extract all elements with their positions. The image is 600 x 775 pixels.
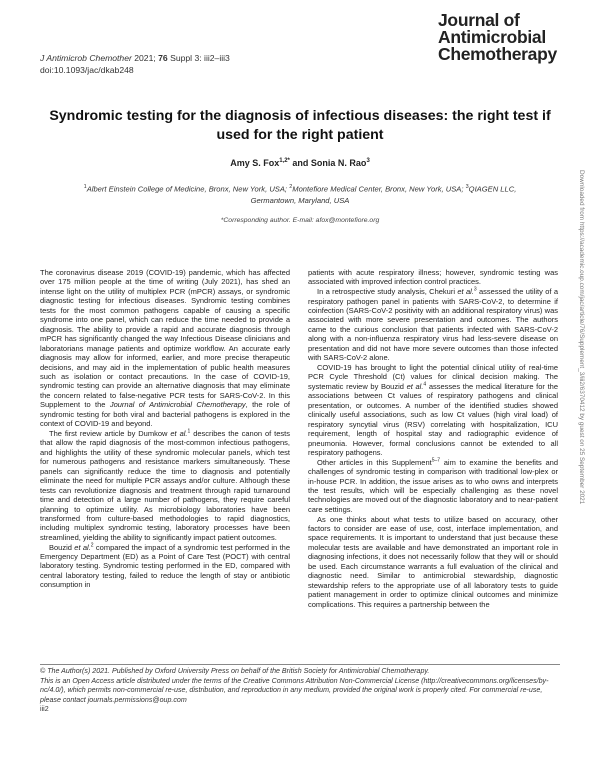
reference-sup[interactable]: 3 xyxy=(473,286,477,293)
et-al: et al. xyxy=(71,542,91,552)
paragraph-text: As one thinks about what tests to utilize based on accuracy, other factors to consider are ease of use, cost, interface implementation, and space requirements. It is important to understand that just because these molecular tests are available and have demonstrated an important role in diagnosing infections, it does not necessarily follow that they will or should be used. Each circumstance warrants a full evaluation of the clinical and diagnostic need. Similar to antimicrobial stewardship, diagnostic stewardship refers to the appropriate use of all laboratory tests to guide patient management in order to optimize clinical outcomes and minimize complications. This requires a partnership between the xyxy=(308,514,558,609)
citation-block xyxy=(40,52,230,76)
paragraph xyxy=(308,458,558,515)
paragraph-text: In a retrospective study analysis, Chekuri xyxy=(317,287,456,297)
reference-sup[interactable]: 4 xyxy=(423,381,427,388)
paragraph-text: The coronavirus disease 2019 (COVID-19) pandemic, which has affected over 175 million people at the time of writing (July 2021), has shed an intense light on the utility of multiplex PCR (mPCR) assays, or syndromic diagnostic testing for infectious diseases. Syndromic testing combines tests for the most common pathogens capable of causing a specific syndrome into one panel, which can reduce the time needed to provide a diagnosis. The ability to provide a rapid and accurate diagnosis through mPCR has significantly changed the way Infectious Disease clinicians and laboratorians manage patients and optimize workflow. An accurate early diagnosis may allow for informed, earlier, and more precise therapeutic decisions, and may aid in the implementation of public health measures such as isolation or contact precautions. In the case of COVID-19, syndromic testing can provide an alternative diagnosis that may eliminate the concern related to false-negative PCR tests for SARS-CoV-2. In this Supplement to the xyxy=(40,268,290,410)
paragraph xyxy=(40,429,290,542)
affiliation: Montefiore Medical Center, Bronx, New York, USA; xyxy=(292,184,464,194)
paragraph xyxy=(40,268,290,429)
journal-abbrev: J Antimicrob Chemother xyxy=(40,53,132,63)
journal-name: Journal of Antimicrobial Chemotherapy xyxy=(109,400,246,410)
author-line xyxy=(40,158,560,168)
paragraph-text: assesses the medical literature for the associations between Ct values of respiratory pathogens and clinical presentation, or outcomes. A number of the identified studies showed clinically useful associations, such as low Ct values (high viral load) of respiratory syncytial virus (RSV) correlating with hospitalization, ICU requirement, length of hospital stay and radiographic evidence of pneumonia. However, formal conclusions cannot be extended to all respiratory pathogens. xyxy=(308,381,558,457)
license-text: This is an Open Access article distributed under the terms of the Creative Commons Attribution Non-Commercial License (http://creativecommons.org/licenses/by-nc/4.0/), which permits non-commercial re-use, distribution, and reproduction in any medium, provided the original work is properly cited. For commercial re-use, please contact journals.permissions@oup.com xyxy=(40,676,549,704)
paragraph xyxy=(308,287,558,363)
et-al: et al. xyxy=(167,428,188,438)
paragraph xyxy=(308,363,558,458)
affil-sup: 3 xyxy=(465,184,469,190)
paragraph-text: Other articles in this Supplement xyxy=(317,457,432,467)
reference-sup[interactable]: 5–7 xyxy=(431,457,441,464)
corresponding-author: *Corresponding author. E-mail: afox@montefiore.org xyxy=(220,217,380,224)
affil-sup: 1 xyxy=(83,184,87,190)
paragraph-text: describes the canon of tests that allow the rapid diagnosis of the most-common infectious pathogens, and highlights the utility of these syndromic molecular panels, which test for numerous pathogens and resistance markers simultaneously. These panels can significantly reduce the time to diagnosis and potentially eliminate the need for multiple PCR assays and/or culture. Although these tests can revolutionize diagnosis and treatment through rapid turnaround time and detection of a large number of pathogens, they require careful planning to optimize utility. As microbiology laboratories have been transformed from culture-based methodologies to rapid diagnostics, including multiplex syndromic testing, laboratory processes have been streamlined, yielding the ability to significantly impact patient outcomes. xyxy=(40,428,290,542)
citation-year: 2021; xyxy=(134,53,156,63)
citation-volume: 76 xyxy=(158,53,168,63)
doi[interactable]: doi:10.1093/jac/dkab248 xyxy=(40,65,134,75)
body-column-right xyxy=(308,268,558,609)
paragraph xyxy=(308,268,558,287)
paragraph-text: compared the impact of a syndromic test performed in the Emergency Department (ED) as a Point of Care Test (POCT) with central laboratory testing. Syndromic testing performed in the ED, compared with central laboratory testing, failed to reduce the length of stay or antibiotic consumption in xyxy=(40,542,290,590)
paragraph-text: The first review article by Dumkow xyxy=(49,428,168,438)
author-separator: and xyxy=(289,158,311,168)
affiliation: Albert Einstein College of Medicine, Bronx, New York, USA; xyxy=(86,184,288,194)
footer-divider xyxy=(40,664,560,665)
paragraph-text: , the role of syndromic testing for both viral and bacterial pathogens is explored in the context of COVID-19 and beyond. xyxy=(40,400,290,429)
license-footer xyxy=(40,667,560,715)
paragraph-text: COVID-19 has brought to light the potential clinical utility of real-time PCR Cycle Threshold (Ct) values for clinical decision making. The systematic review by Bouzid xyxy=(308,362,558,391)
reference-sup[interactable]: 2 xyxy=(90,542,94,549)
affiliations xyxy=(70,182,530,206)
author-sup: 1,2* xyxy=(279,158,290,164)
citation-pages: Suppl 3: iii2–iii3 xyxy=(170,53,230,63)
paragraph-text: Bouzid xyxy=(49,542,72,552)
paragraph xyxy=(308,515,558,610)
article-title: Syndromic testing for the diagnosis of infectious diseases: the right test if used for the right patient xyxy=(49,108,551,143)
et-al: et al. xyxy=(455,287,474,297)
et-al: et al. xyxy=(403,381,424,391)
paragraph-text: patients with acute respiratory illness; however, syndromic testing was associated with improved infection control practices. xyxy=(308,268,558,287)
paragraph-text: aim to examine the benefits and challenges of syndromic testing in comparison with traditional low-plex or in-house PCR. In addition, the issue arises as to who owns and interprets the test results, which will be especially challenging as these novel technologies are moved out of the diagnostic laboratory and to near-patient care settings. xyxy=(308,457,558,514)
paragraph-text: assessed the utility of a respiratory pathogen panel in patients with SARS-CoV-2, to determine if coinfection (SARS-CoV-2 positivity with an additional respiratory virus) was associated with more severe presentation and outcomes. The authors came to the curious conclusion that patients infected with SARS-CoV-2 along with a non-influenza respiratory virus had less-severe disease on presentation and did not have more severe outcomes than those infected with SARS-CoV-2 alone. xyxy=(308,287,559,363)
logo-line-3: Chemotherapy xyxy=(438,44,557,64)
affiliation: QIAGEN LLC, Germantown, Maryland, USA xyxy=(250,184,517,205)
author-sup: 3 xyxy=(366,158,370,164)
author-name: Sonia N. Rao xyxy=(310,158,367,168)
logo-line-2: Antimicrobial xyxy=(438,27,546,47)
journal-logo xyxy=(438,12,568,63)
logo-line-1: Journal of xyxy=(438,10,520,30)
reference-sup[interactable]: 1 xyxy=(187,428,191,435)
author-name: Amy S. Fox xyxy=(230,158,280,168)
body-column-left xyxy=(40,268,290,590)
copyright-notice: © The Author(s) 2021. Published by Oxford University Press on behalf of the British Society for Antimicrobial Chemotherapy. xyxy=(40,667,430,675)
page-number: iii2 xyxy=(40,705,49,714)
paragraph xyxy=(40,543,290,590)
affil-sup: 2 xyxy=(289,184,293,190)
